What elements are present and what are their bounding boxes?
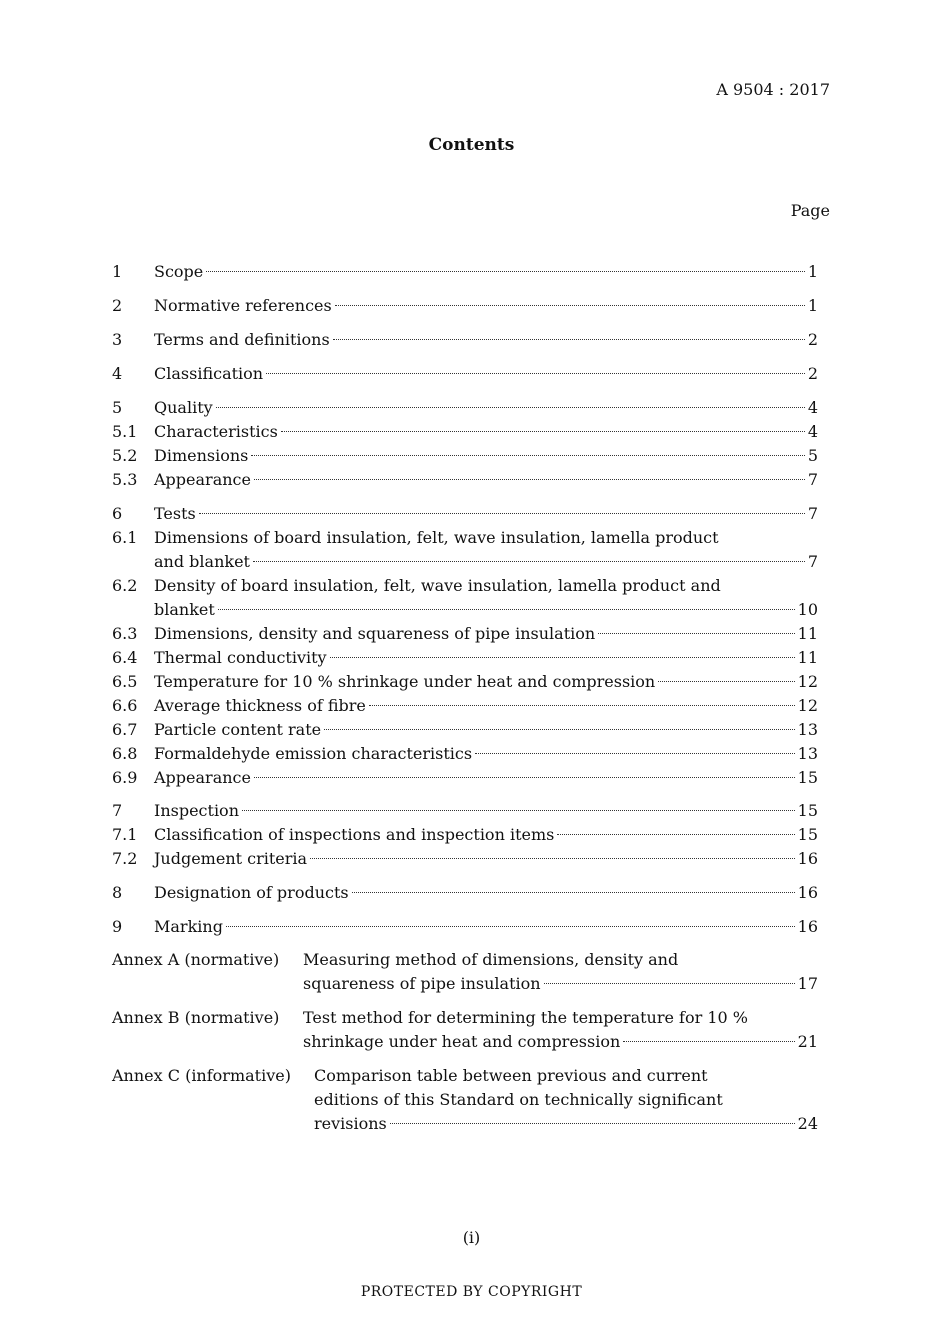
toc-title: Characteristics [154, 422, 278, 441]
toc-title: and blanket [154, 552, 250, 571]
toc-number: 6.8 [112, 744, 138, 763]
toc-page: 2 [807, 364, 818, 383]
standard-id: A 9504 : 2017 [716, 80, 830, 99]
toc-number: 6.6 [112, 696, 138, 715]
toc-number: 5.2 [112, 446, 138, 465]
toc-entry-6-8[interactable] [112, 743, 818, 765]
toc-title: Terms and definitions [154, 330, 330, 349]
toc-title: Dimensions [154, 446, 249, 465]
annex-a-title-line1[interactable] [303, 949, 818, 971]
toc-page: 5 [807, 446, 818, 465]
toc-title-line1: Dimensions of board insulation, felt, wave insulation, lamella product [154, 528, 719, 547]
toc-title: Thermal conductivity [154, 648, 327, 667]
toc-page: 15 [797, 825, 818, 844]
annex-c-label: Annex C (informative) [112, 1066, 291, 1085]
toc-page: 13 [797, 744, 818, 763]
toc-entry-1[interactable] [112, 261, 818, 283]
toc-title: Marking [154, 917, 223, 936]
toc-title: Appearance [154, 768, 251, 787]
toc-number: 2 [112, 296, 123, 315]
toc-number: 6 [112, 504, 123, 523]
toc-number: 9 [112, 917, 123, 936]
copyright-notice: PROTECTED BY COPYRIGHT [360, 1284, 583, 1300]
toc-entry-6-7[interactable] [112, 719, 818, 741]
annex-c-title-line1[interactable] [314, 1065, 818, 1087]
toc-title: Quality [154, 398, 213, 417]
toc-page: 11 [797, 648, 818, 667]
toc-title: Temperature for 10 % shrinkage under heat and compression [154, 672, 656, 691]
toc-page: 13 [797, 720, 818, 739]
toc-entry-6-2-cont[interactable] [112, 599, 818, 621]
toc-page: 7 [807, 552, 818, 571]
toc-entry-2[interactable] [112, 295, 818, 317]
toc-entry-5-1[interactable] [112, 421, 818, 443]
toc-entry-7[interactable] [112, 800, 818, 822]
toc-entry-5[interactable] [112, 397, 818, 419]
annex-c-entry[interactable] [314, 1113, 818, 1135]
toc-page: 7 [807, 470, 818, 489]
page-title: Contents [428, 135, 515, 155]
toc-title: Designation of products [154, 883, 349, 902]
toc-entry-5-3[interactable] [112, 469, 818, 491]
toc-title: Scope [154, 262, 204, 281]
toc-title: Classification of inspections and inspection items [154, 825, 555, 844]
toc-page: 21 [797, 1032, 818, 1051]
toc-entry-6-5[interactable] [112, 671, 818, 693]
annex-b-entry[interactable] [303, 1031, 818, 1053]
toc-title: Particle content rate [154, 720, 322, 739]
toc-entry-6-3[interactable] [112, 623, 818, 645]
toc-entry-9[interactable] [112, 916, 818, 938]
toc-page: 2 [807, 330, 818, 349]
annex-title: Measuring method of dimensions, density and [303, 950, 679, 969]
annex-b-title-line1[interactable] [303, 1007, 818, 1029]
annex-title: revisions [314, 1114, 387, 1133]
toc-title: Appearance [154, 470, 251, 489]
toc-number: 5.1 [112, 422, 138, 441]
toc-page: 7 [807, 504, 818, 523]
toc-entry-6-4[interactable] [112, 647, 818, 669]
toc-number: 7.1 [112, 825, 138, 844]
toc-number: 5.3 [112, 470, 138, 489]
annex-title: Test method for determining the temperature for 10 % [303, 1008, 748, 1027]
toc-page: 4 [807, 398, 818, 417]
toc-page: 10 [797, 600, 818, 619]
toc-page: 15 [797, 768, 818, 787]
toc-entry-6-2[interactable] [112, 575, 818, 597]
toc-title: Average thickness of fibre [154, 696, 366, 715]
toc-entry-4[interactable] [112, 363, 818, 385]
toc-number: 7 [112, 801, 123, 820]
toc-entry-6-1[interactable] [112, 527, 818, 549]
toc-number: 6.9 [112, 768, 138, 787]
toc-title: Judgement criteria [154, 849, 308, 868]
annex-a-label: Annex A (normative) [112, 950, 280, 969]
toc-number: 4 [112, 364, 123, 383]
toc-number: 5 [112, 398, 123, 417]
toc-page: 16 [797, 917, 818, 936]
annex-title: squareness of pipe insulation [303, 974, 541, 993]
toc-number: 7.2 [112, 849, 138, 868]
toc-page: 17 [797, 974, 818, 993]
toc-entry-8[interactable] [112, 882, 818, 904]
toc-number: 1 [112, 262, 123, 281]
page-column-label: Page [790, 201, 830, 220]
toc-number: 6.5 [112, 672, 138, 691]
toc-number: 6.3 [112, 624, 138, 643]
toc-entry-3[interactable] [112, 329, 818, 351]
toc-entry-6[interactable] [112, 503, 818, 525]
toc-page: 4 [807, 422, 818, 441]
toc-page: 24 [797, 1114, 818, 1133]
toc-page: 12 [797, 672, 818, 691]
annex-title: shrinkage under heat and compression [303, 1032, 621, 1051]
toc-title: blanket [154, 600, 215, 619]
toc-page: 11 [797, 624, 818, 643]
toc-number: 6.2 [112, 576, 138, 595]
toc-number: 6.7 [112, 720, 138, 739]
toc-entry-6-6[interactable] [112, 695, 818, 717]
toc-entry-6-1-cont[interactable] [112, 551, 818, 573]
toc-title: Inspection [154, 801, 239, 820]
toc-title: Tests [154, 504, 196, 523]
toc-number: 6.4 [112, 648, 138, 667]
annex-title: editions of this Standard on technically significant [314, 1090, 723, 1109]
annex-b-label: Annex B (normative) [112, 1008, 280, 1027]
toc-number: 6.1 [112, 528, 138, 547]
toc-title: Normative references [154, 296, 332, 315]
toc-page: 12 [797, 696, 818, 715]
annex-c-title-line2[interactable] [314, 1089, 818, 1111]
toc-title: Formaldehyde emission characteristics [154, 744, 473, 763]
toc-page: 16 [797, 849, 818, 868]
toc-number: 8 [112, 883, 123, 902]
toc-number: 3 [112, 330, 123, 349]
toc-page: 15 [797, 801, 818, 820]
annex-a-entry[interactable] [303, 973, 818, 995]
page-number: (i) [462, 1228, 481, 1247]
toc-entry-6-9[interactable] [112, 767, 818, 789]
toc-entry-7-2[interactable] [112, 848, 818, 870]
toc-page: 16 [797, 883, 818, 902]
toc-entry-7-1[interactable] [112, 824, 818, 846]
toc-page: 1 [807, 296, 818, 315]
toc-title: Classification [154, 364, 264, 383]
annex-title: Comparison table between previous and current [314, 1066, 708, 1085]
toc-entry-5-2[interactable] [112, 445, 818, 467]
toc-title: Dimensions, density and squareness of pipe insulation [154, 624, 596, 643]
toc-title-line1: Density of board insulation, felt, wave insulation, lamella product and [154, 576, 721, 595]
toc-page: 1 [807, 262, 818, 281]
